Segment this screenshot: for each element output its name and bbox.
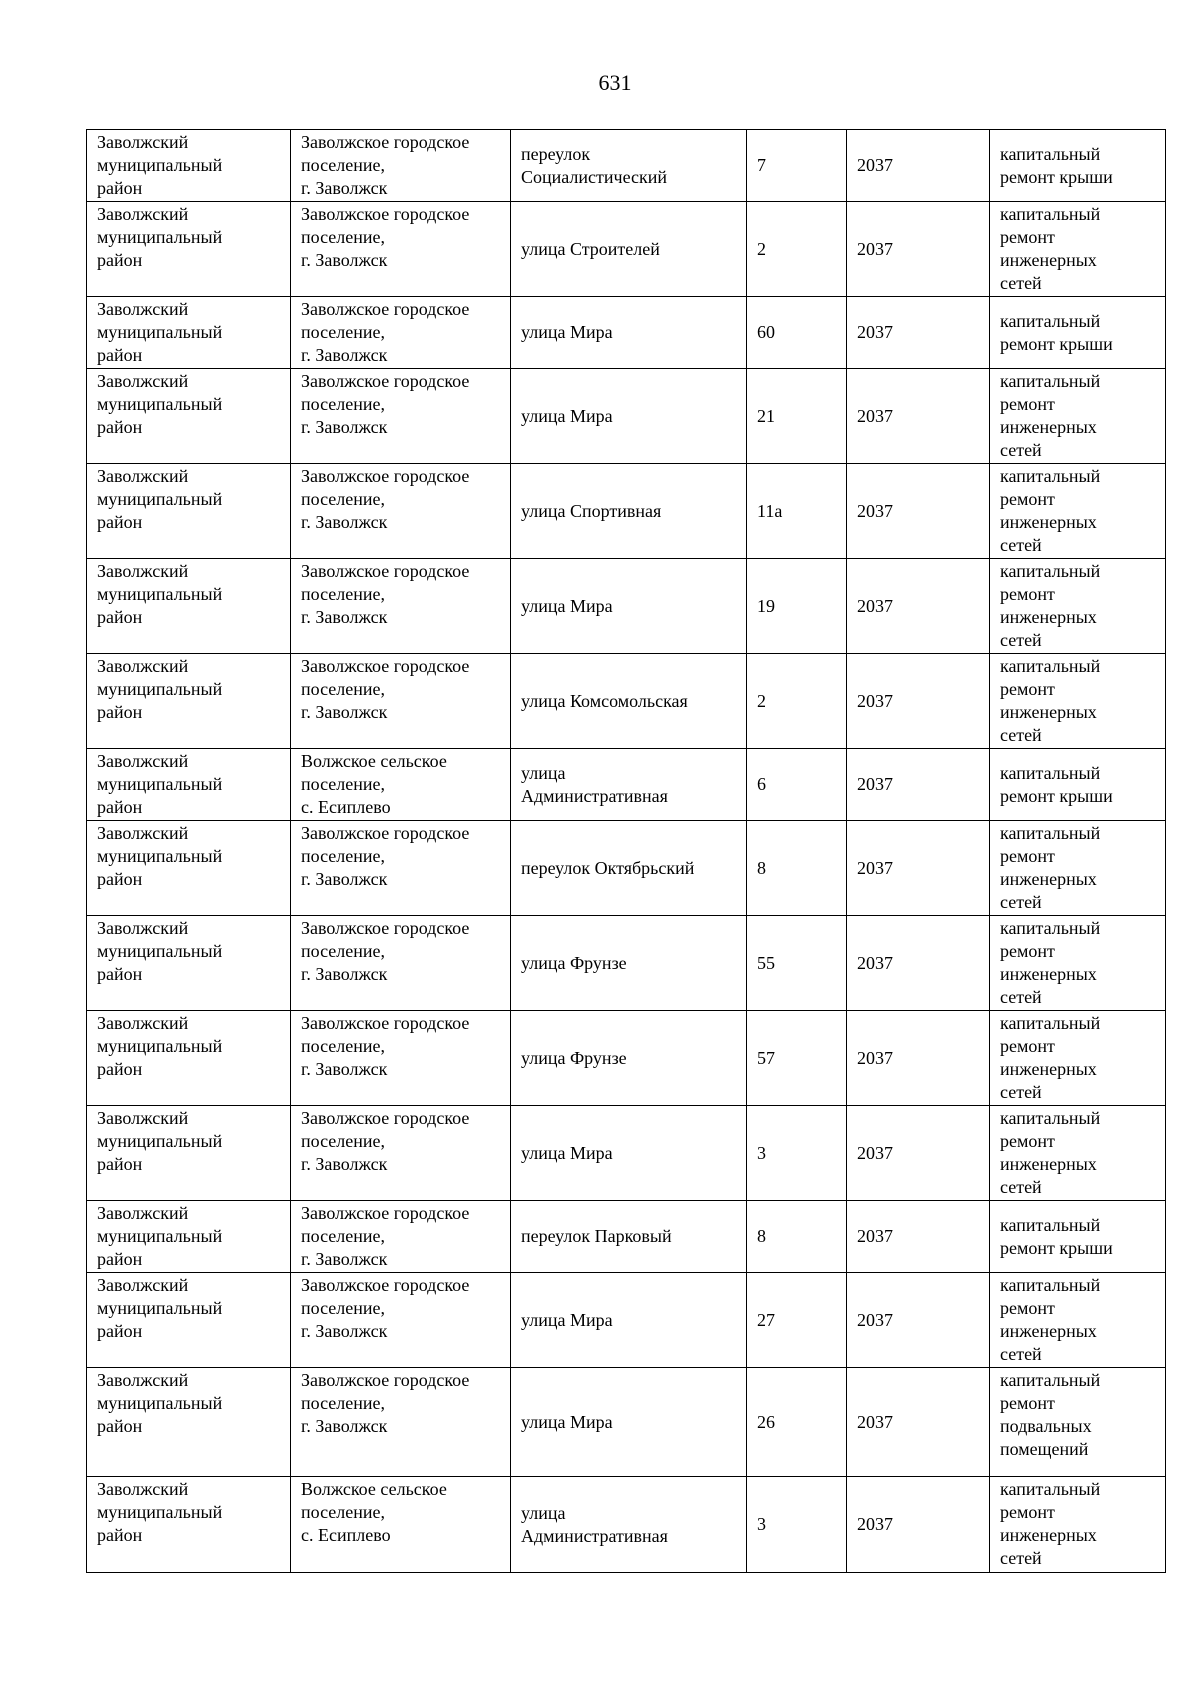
settlement-line: Волжское сельское [301,1479,447,1499]
district-line: район [97,345,143,365]
work-line: ремонт [1000,1298,1055,1318]
table-row [87,559,1166,654]
work-line: инженерных [1000,1525,1097,1545]
street-line: улица Мира [521,405,613,426]
district-line: Заволжский [97,918,189,938]
settlement-line: Заволжское городское [301,1108,470,1128]
settlement-line: Заволжское городское [301,1275,470,1295]
district-line: муниципальный [97,322,223,342]
work-line: капитальный [1000,1013,1101,1033]
table-row [87,130,1166,202]
cell-year: 2037 [847,297,990,369]
work-line: сетей [1000,1344,1042,1364]
district-line: Заволжский [97,823,189,843]
district-line: Заволжский [97,132,189,152]
work-line: капитальный [1000,1214,1101,1235]
table-body [87,130,1166,1573]
cell-work [990,1368,1166,1477]
district-line: Заволжский [97,1370,189,1390]
cell-settlement [291,369,511,464]
cell-settlement [291,1201,511,1273]
cell-year: 2037 [847,559,990,654]
street-line: переулок Октябрьский [521,857,695,878]
cell-street [511,749,747,821]
table-row [87,821,1166,916]
district-line: муниципальный [97,227,223,247]
page-number: 631 [598,70,632,95]
work-line: инженерных [1000,1154,1097,1174]
cell-year: 2037 [847,464,990,559]
district-line: муниципальный [97,1036,223,1056]
cell-settlement [291,1368,511,1477]
work-line: ремонт [1000,1393,1055,1413]
settlement-line: поселение, [301,846,386,866]
cell-year: 2037 [847,1011,990,1106]
cell-work [990,1477,1166,1573]
district-line: Заволжский [97,466,189,486]
work-line: ремонт [1000,584,1055,604]
work-line: ремонт крыши [1000,166,1113,187]
district-line: муниципальный [97,846,223,866]
settlement-line: поселение, [301,679,386,699]
cell-district [87,1477,291,1573]
work-line: инженерных [1000,964,1097,984]
street-line: Социалистический [521,166,668,187]
district-line: муниципальный [97,489,223,509]
cell-year: 2037 [847,202,990,297]
work-line: инженерных [1000,702,1097,722]
cell-work [990,464,1166,559]
work-line: инженерных [1000,1059,1097,1079]
table-row [87,1368,1166,1477]
district-line: муниципальный [97,1502,223,1522]
district-line: муниципальный [97,1131,223,1151]
cell-work [990,369,1166,464]
district-line: Заволжский [97,204,189,224]
cell-street [511,1011,747,1106]
settlement-line: г. Заволжск [301,1416,388,1436]
repair-schedule-table [86,129,1166,1573]
cell-work [990,297,1166,369]
cell-year: 2037 [847,749,990,821]
work-line: сетей [1000,892,1042,912]
cell-street [511,1201,747,1273]
work-line: ремонт крыши [1000,333,1113,354]
district-line: район [97,250,143,270]
settlement-line: г. Заволжск [301,869,388,889]
work-line: сетей [1000,273,1042,293]
cell-year: 2037 [847,1201,990,1273]
cell-work [990,202,1166,297]
district-line: муниципальный [97,394,223,414]
work-line: капитальный [1000,143,1101,164]
settlement-line: с. Есиплево [301,1525,391,1545]
work-line: сетей [1000,1082,1042,1102]
district-line: муниципальный [97,941,223,961]
work-line: ремонт крыши [1000,785,1113,806]
cell-street [511,297,747,369]
street-line: улица Мира [521,595,613,616]
work-line: ремонт крыши [1000,1237,1113,1258]
work-line: сетей [1000,725,1042,745]
cell-district [87,369,291,464]
cell-work [990,1011,1166,1106]
cell-district [87,1201,291,1273]
work-line: ремонт [1000,1036,1055,1056]
table-row [87,654,1166,749]
work-line: капитальный [1000,1479,1101,1499]
street-line: улица Строителей [521,238,660,259]
cell-house: 60 [747,297,847,369]
district-line: район [97,1525,143,1545]
cell-street [511,202,747,297]
street-line: улица Фрунзе [521,1047,627,1068]
settlement-line: г. Заволжск [301,964,388,984]
cell-work [990,654,1166,749]
cell-house: 2 [747,202,847,297]
street-line: улица Спортивная [521,500,662,521]
settlement-line: поселение, [301,155,386,175]
work-line: инженерных [1000,869,1097,889]
work-line: ремонт [1000,394,1055,414]
settlement-line: Заволжское городское [301,1203,470,1223]
district-line: район [97,1416,143,1436]
settlement-line: поселение, [301,1036,386,1056]
table-row [87,1477,1166,1573]
cell-house: 26 [747,1368,847,1477]
street-line: улица [521,1502,566,1523]
cell-district [87,297,291,369]
cell-district [87,1368,291,1477]
settlement-line: г. Заволжск [301,178,388,198]
cell-work [990,559,1166,654]
table-row [87,916,1166,1011]
district-line: район [97,417,143,437]
settlement-line: г. Заволжск [301,512,388,532]
work-line: ремонт [1000,489,1055,509]
street-line: улица Фрунзе [521,952,627,973]
work-line: инженерных [1000,607,1097,627]
table-row [87,202,1166,297]
cell-house: 8 [747,821,847,916]
work-line: ремонт [1000,1131,1055,1151]
cell-street [511,464,747,559]
settlement-line: поселение, [301,227,386,247]
street-line: Административная [521,785,668,806]
cell-house: 3 [747,1106,847,1201]
cell-work [990,1273,1166,1368]
cell-district [87,464,291,559]
settlement-line: поселение, [301,394,386,414]
district-line: муниципальный [97,584,223,604]
cell-house: 3 [747,1477,847,1573]
settlement-line: г. Заволжск [301,607,388,627]
cell-street [511,369,747,464]
cell-district [87,202,291,297]
cell-year: 2037 [847,1368,990,1477]
cell-settlement [291,1273,511,1368]
district-line: Заволжский [97,1275,189,1295]
work-line: подвальных [1000,1416,1092,1436]
street-line: улица Мира [521,1411,613,1432]
district-line: Заволжский [97,371,189,391]
district-line: муниципальный [97,1226,223,1246]
cell-work [990,821,1166,916]
cell-year: 2037 [847,1106,990,1201]
cell-settlement [291,1477,511,1573]
district-line: муниципальный [97,774,223,794]
settlement-line: г. Заволжск [301,250,388,270]
table-row [87,1011,1166,1106]
settlement-line: поселение, [301,1298,386,1318]
cell-year: 2037 [847,1273,990,1368]
cell-work [990,916,1166,1011]
cell-work [990,1106,1166,1201]
cell-district [87,130,291,202]
table-row [87,1273,1166,1368]
settlement-line: Заволжское городское [301,1013,470,1033]
work-line: ремонт [1000,227,1055,247]
cell-settlement [291,654,511,749]
cell-district [87,559,291,654]
cell-street [511,1106,747,1201]
cell-house: 27 [747,1273,847,1368]
cell-house: 19 [747,559,847,654]
table-row [87,749,1166,821]
cell-settlement [291,749,511,821]
district-line: Заволжский [97,299,189,319]
settlement-line: г. Заволжск [301,1059,388,1079]
settlement-line: Заволжское городское [301,371,470,391]
cell-district [87,916,291,1011]
table-row [87,1201,1166,1273]
settlement-line: Волжское сельское [301,751,447,771]
settlement-line: Заволжское городское [301,466,470,486]
cell-street [511,130,747,202]
work-line: сетей [1000,440,1042,460]
street-line: улица Мира [521,1309,613,1330]
work-line: сетей [1000,1548,1042,1568]
district-line: Заволжский [97,1203,189,1223]
cell-settlement [291,821,511,916]
cell-district [87,1106,291,1201]
settlement-line: Заволжское городское [301,299,470,319]
settlement-line: г. Заволжск [301,1321,388,1341]
settlement-line: поселение, [301,584,386,604]
settlement-line: Заволжское городское [301,132,470,152]
street-line: переулок [521,143,591,164]
settlement-line: г. Заволжск [301,1249,388,1269]
street-line: Административная [521,1525,668,1546]
work-line: сетей [1000,535,1042,555]
settlement-line: с. Есиплево [301,797,391,817]
district-line: район [97,869,143,889]
work-line: капитальный [1000,656,1101,676]
settlement-line: г. Заволжск [301,417,388,437]
cell-street [511,559,747,654]
district-line: муниципальный [97,1298,223,1318]
work-line: ремонт [1000,941,1055,961]
settlement-line: поселение, [301,489,386,509]
cell-year: 2037 [847,821,990,916]
street-line: улица Комсомольская [521,690,688,711]
settlement-line: Заволжское городское [301,561,470,581]
work-line: капитальный [1000,1370,1101,1390]
cell-house: 2 [747,654,847,749]
district-line: муниципальный [97,155,223,175]
cell-district [87,654,291,749]
work-line: капитальный [1000,310,1101,331]
work-line: капитальный [1000,918,1101,938]
cell-work [990,130,1166,202]
work-line: инженерных [1000,512,1097,532]
work-line: капитальный [1000,204,1101,224]
cell-house: 6 [747,749,847,821]
street-line: улица [521,762,566,783]
work-line: капитальный [1000,1108,1101,1128]
district-line: Заволжский [97,561,189,581]
settlement-line: поселение, [301,1226,386,1246]
settlement-line: поселение, [301,774,386,794]
settlement-line: Заволжское городское [301,656,470,676]
cell-street [511,654,747,749]
cell-district [87,749,291,821]
work-line: инженерных [1000,417,1097,437]
cell-street [511,821,747,916]
cell-house: 21 [747,369,847,464]
district-line: район [97,1249,143,1269]
cell-district [87,821,291,916]
cell-settlement [291,1106,511,1201]
district-line: район [97,702,143,722]
district-line: район [97,964,143,984]
settlement-line: Заволжское городское [301,918,470,938]
settlement-line: Заволжское городское [301,1370,470,1390]
district-line: Заволжский [97,656,189,676]
work-line: ремонт [1000,1502,1055,1522]
work-line: капитальный [1000,762,1101,783]
district-line: Заволжский [97,1013,189,1033]
cell-street [511,1477,747,1573]
work-line: ремонт [1000,679,1055,699]
settlement-line: г. Заволжск [301,345,388,365]
district-line: муниципальный [97,1393,223,1413]
work-line: сетей [1000,987,1042,1007]
work-line: помещений [1000,1439,1089,1459]
work-line: капитальный [1000,371,1101,391]
street-line: улица Мира [521,1142,613,1163]
cell-street [511,916,747,1011]
work-line: инженерных [1000,1321,1097,1341]
settlement-line: г. Заволжск [301,702,388,722]
cell-house: 8 [747,1201,847,1273]
district-line: муниципальный [97,679,223,699]
cell-settlement [291,1011,511,1106]
district-line: Заволжский [97,1479,189,1499]
settlement-line: Заволжское городское [301,204,470,224]
cell-year: 2037 [847,130,990,202]
settlement-line: поселение, [301,1502,386,1522]
cell-settlement [291,464,511,559]
district-line: Заволжский [97,1108,189,1128]
cell-settlement [291,297,511,369]
work-line: инженерных [1000,250,1097,270]
table-row [87,297,1166,369]
settlement-line: поселение, [301,1131,386,1151]
cell-house: 7 [747,130,847,202]
work-line: капитальный [1000,561,1101,581]
cell-district [87,1273,291,1368]
cell-district [87,1011,291,1106]
work-line: ремонт [1000,846,1055,866]
table-row [87,464,1166,559]
district-line: район [97,512,143,532]
cell-year: 2037 [847,916,990,1011]
street-line: улица Мира [521,322,613,342]
cell-house: 11а [747,464,847,559]
cell-year: 2037 [847,369,990,464]
work-line: сетей [1000,1177,1042,1197]
district-line: район [97,1321,143,1341]
work-line: капитальный [1000,823,1101,843]
cell-street [511,1273,747,1368]
district-line: район [97,607,143,627]
cell-year: 2037 [847,1477,990,1573]
table-row [87,369,1166,464]
work-line: капитальный [1000,466,1101,486]
cell-work [990,749,1166,821]
cell-house: 55 [747,916,847,1011]
cell-settlement [291,559,511,654]
settlement-line: Заволжское городское [301,823,470,843]
district-line: район [97,797,143,817]
settlement-line: г. Заволжск [301,1154,388,1174]
settlement-line: поселение, [301,941,386,961]
district-line: район [97,1154,143,1174]
district-line: район [97,1059,143,1079]
work-line: сетей [1000,630,1042,650]
settlement-line: поселение, [301,322,386,342]
cell-street [511,1368,747,1477]
cell-work [990,1201,1166,1273]
cell-settlement [291,202,511,297]
street-line: переулок Парковый [521,1226,672,1246]
cell-year: 2037 [847,654,990,749]
cell-settlement [291,130,511,202]
cell-settlement [291,916,511,1011]
table-row [87,1106,1166,1201]
district-line: Заволжский [97,751,189,771]
work-line: капитальный [1000,1275,1101,1295]
cell-house: 57 [747,1011,847,1106]
district-line: район [97,178,143,198]
settlement-line: поселение, [301,1393,386,1413]
